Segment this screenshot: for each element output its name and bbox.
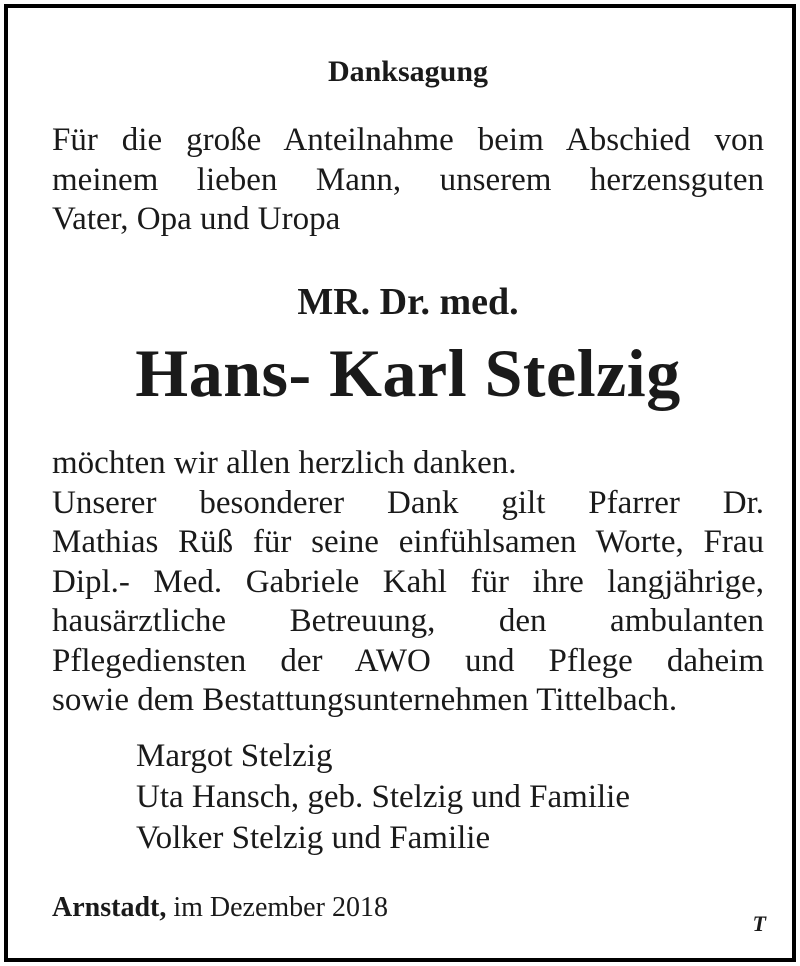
intro-line: Für die große Anteilnahme beim Abschied von	[52, 122, 764, 158]
thanks-line: Mathias Rüß für seine einfühlsamen Worte, Frau	[52, 524, 764, 560]
publisher-mark: T	[752, 911, 766, 936]
intro-line: Vater, Opa und Uropa	[52, 201, 341, 237]
deceased-name: Hans- Karl Stelzig	[135, 335, 681, 411]
intro-line: meinem lieben Mann, unserem herzensguten	[52, 161, 764, 198]
signature-line: Volker Stelzig und Familie	[136, 820, 491, 856]
signature-line: Uta Hansch, geb. Stelzig und Familie	[136, 779, 630, 815]
signature-line: Margot Stelzig	[136, 738, 333, 774]
notice-heading: Danksagung	[327, 55, 489, 88]
date: im Dezember 2018	[173, 892, 388, 923]
thanks-line: sowie dem Bestattungsunternehmen Tittelbach.	[52, 682, 678, 718]
place-date-line	[52, 890, 388, 926]
thanks-line: Unserer besonderer Dank gilt Pfarrer Dr.	[52, 484, 764, 521]
place: Arnstadt,	[52, 892, 167, 923]
intro-paragraph	[52, 121, 764, 240]
signature-block	[136, 736, 630, 859]
thanks-line: Pflegediensten der AWO und Pflege daheim	[52, 642, 764, 679]
thanks-line: möchten wir allen herzlich danken.	[52, 445, 517, 481]
deceased-title: MR. Dr. med.	[297, 281, 519, 323]
thanks-line: Dipl.- Med. Gabriele Kahl für ihre langjährige,	[52, 563, 764, 600]
thanks-paragraph	[52, 444, 764, 721]
notice-border	[4, 4, 796, 962]
thanks-line: hausärztliche Betreuung, den ambulanten	[52, 603, 764, 639]
